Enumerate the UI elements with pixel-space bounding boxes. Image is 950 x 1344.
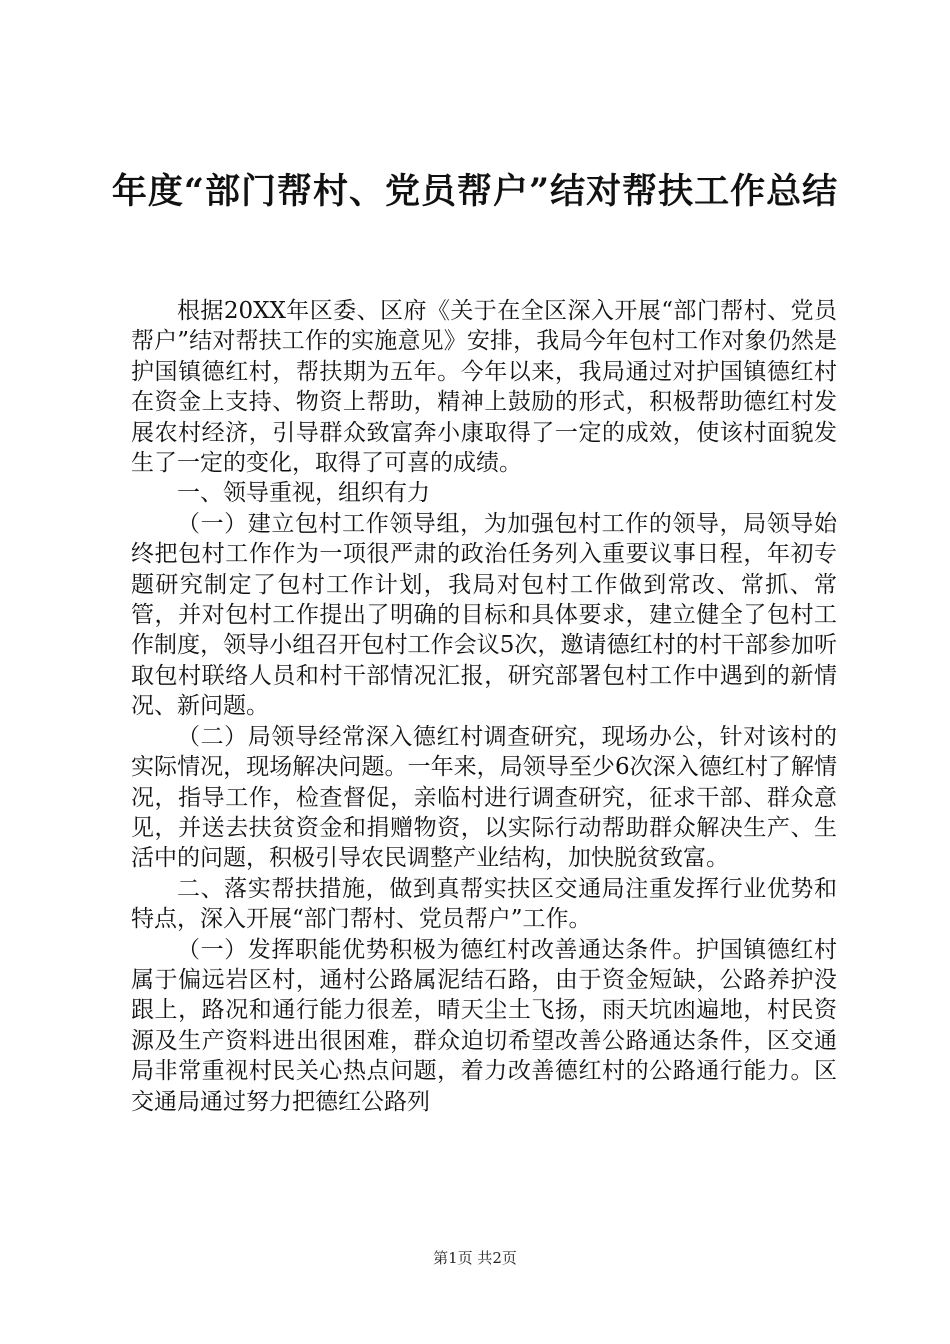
document-body — [131, 296, 837, 1117]
paragraph-intro: 根据20XX年区委、区府《关于在全区深入开展“部门帮村、党员帮户”结对帮扶工作的实施意见》安排，我局今年包村工作对象仍然是护国镇德红村，帮扶期为五年。今年以来，我局通过对护国镇德红村在资金上支持、物资上帮助，精神上鼓励的形式，积极帮助德红村发展农村经济，引导群众致富奔小康取得了一定的成效，使该村面貌发生了一定的变化，取得了可喜的成绩。 — [131, 298, 837, 477]
paragraph-1-1: （一）建立包村工作领导组，为加强包村工作的领导，局领导始终把包村工作作为一项很严肃的政治任务列入重要议事日程，年初专题研究制定了包村工作计划，我局对包村工作做到常改、常抓、常管，并对包村工作提出了明确的目标和具体要求，建立健全了包村工作制度，领导小组召开包村工作会议5次，邀请德红村的村干部参加听取包村联络人员和村干部情况汇报，研究部署包村工作中遇到的新情况、新问题。 — [131, 510, 837, 720]
section-heading-2: 二、落实帮扶措施，做到真帮实扶区交通局注重发挥行业优势和特点，深入开展“部门帮村、党员帮户”工作。 — [131, 875, 837, 933]
document-title: 年度“部门帮村、党员帮户”结对帮扶工作总结 — [111, 171, 839, 212]
paragraph-1-2: （二）局领导经常深入德红村调查研究，现场办公，针对该村的实际情况，现场解决问题。一年来，局领导至少6次深入德红村了解情况，指导工作，检查督促，亲临村进行调查研究，征求干部、群众意见，并送去扶贫资金和捐赠物资，以实际行动帮助群众解决生产、生活中的问题，积极引导农民调整产业结构，加快脱贫致富。 — [131, 723, 837, 872]
page-footer: 第1页 共2页 — [433, 1249, 517, 1267]
paragraph-2-1: （一）发挥职能优势积极为德红村改善通达条件。护国镇德红村属于偏远岩区村，通村公路属泥结石路，由于资金短缺，公路养护没跟上，路况和通行能力很差，晴天尘土飞扬，雨天坑凼遍地，村民资源及生产资料进出很困难，群众迫切希望改善公路通达条件，区交通局非常重视村民关心热点问题，着力改善德红村的公路通行能力。区交通局通过努力把德红公路列 — [131, 936, 837, 1115]
section-heading-1: 一、领导重视，组织有力 — [177, 480, 430, 507]
